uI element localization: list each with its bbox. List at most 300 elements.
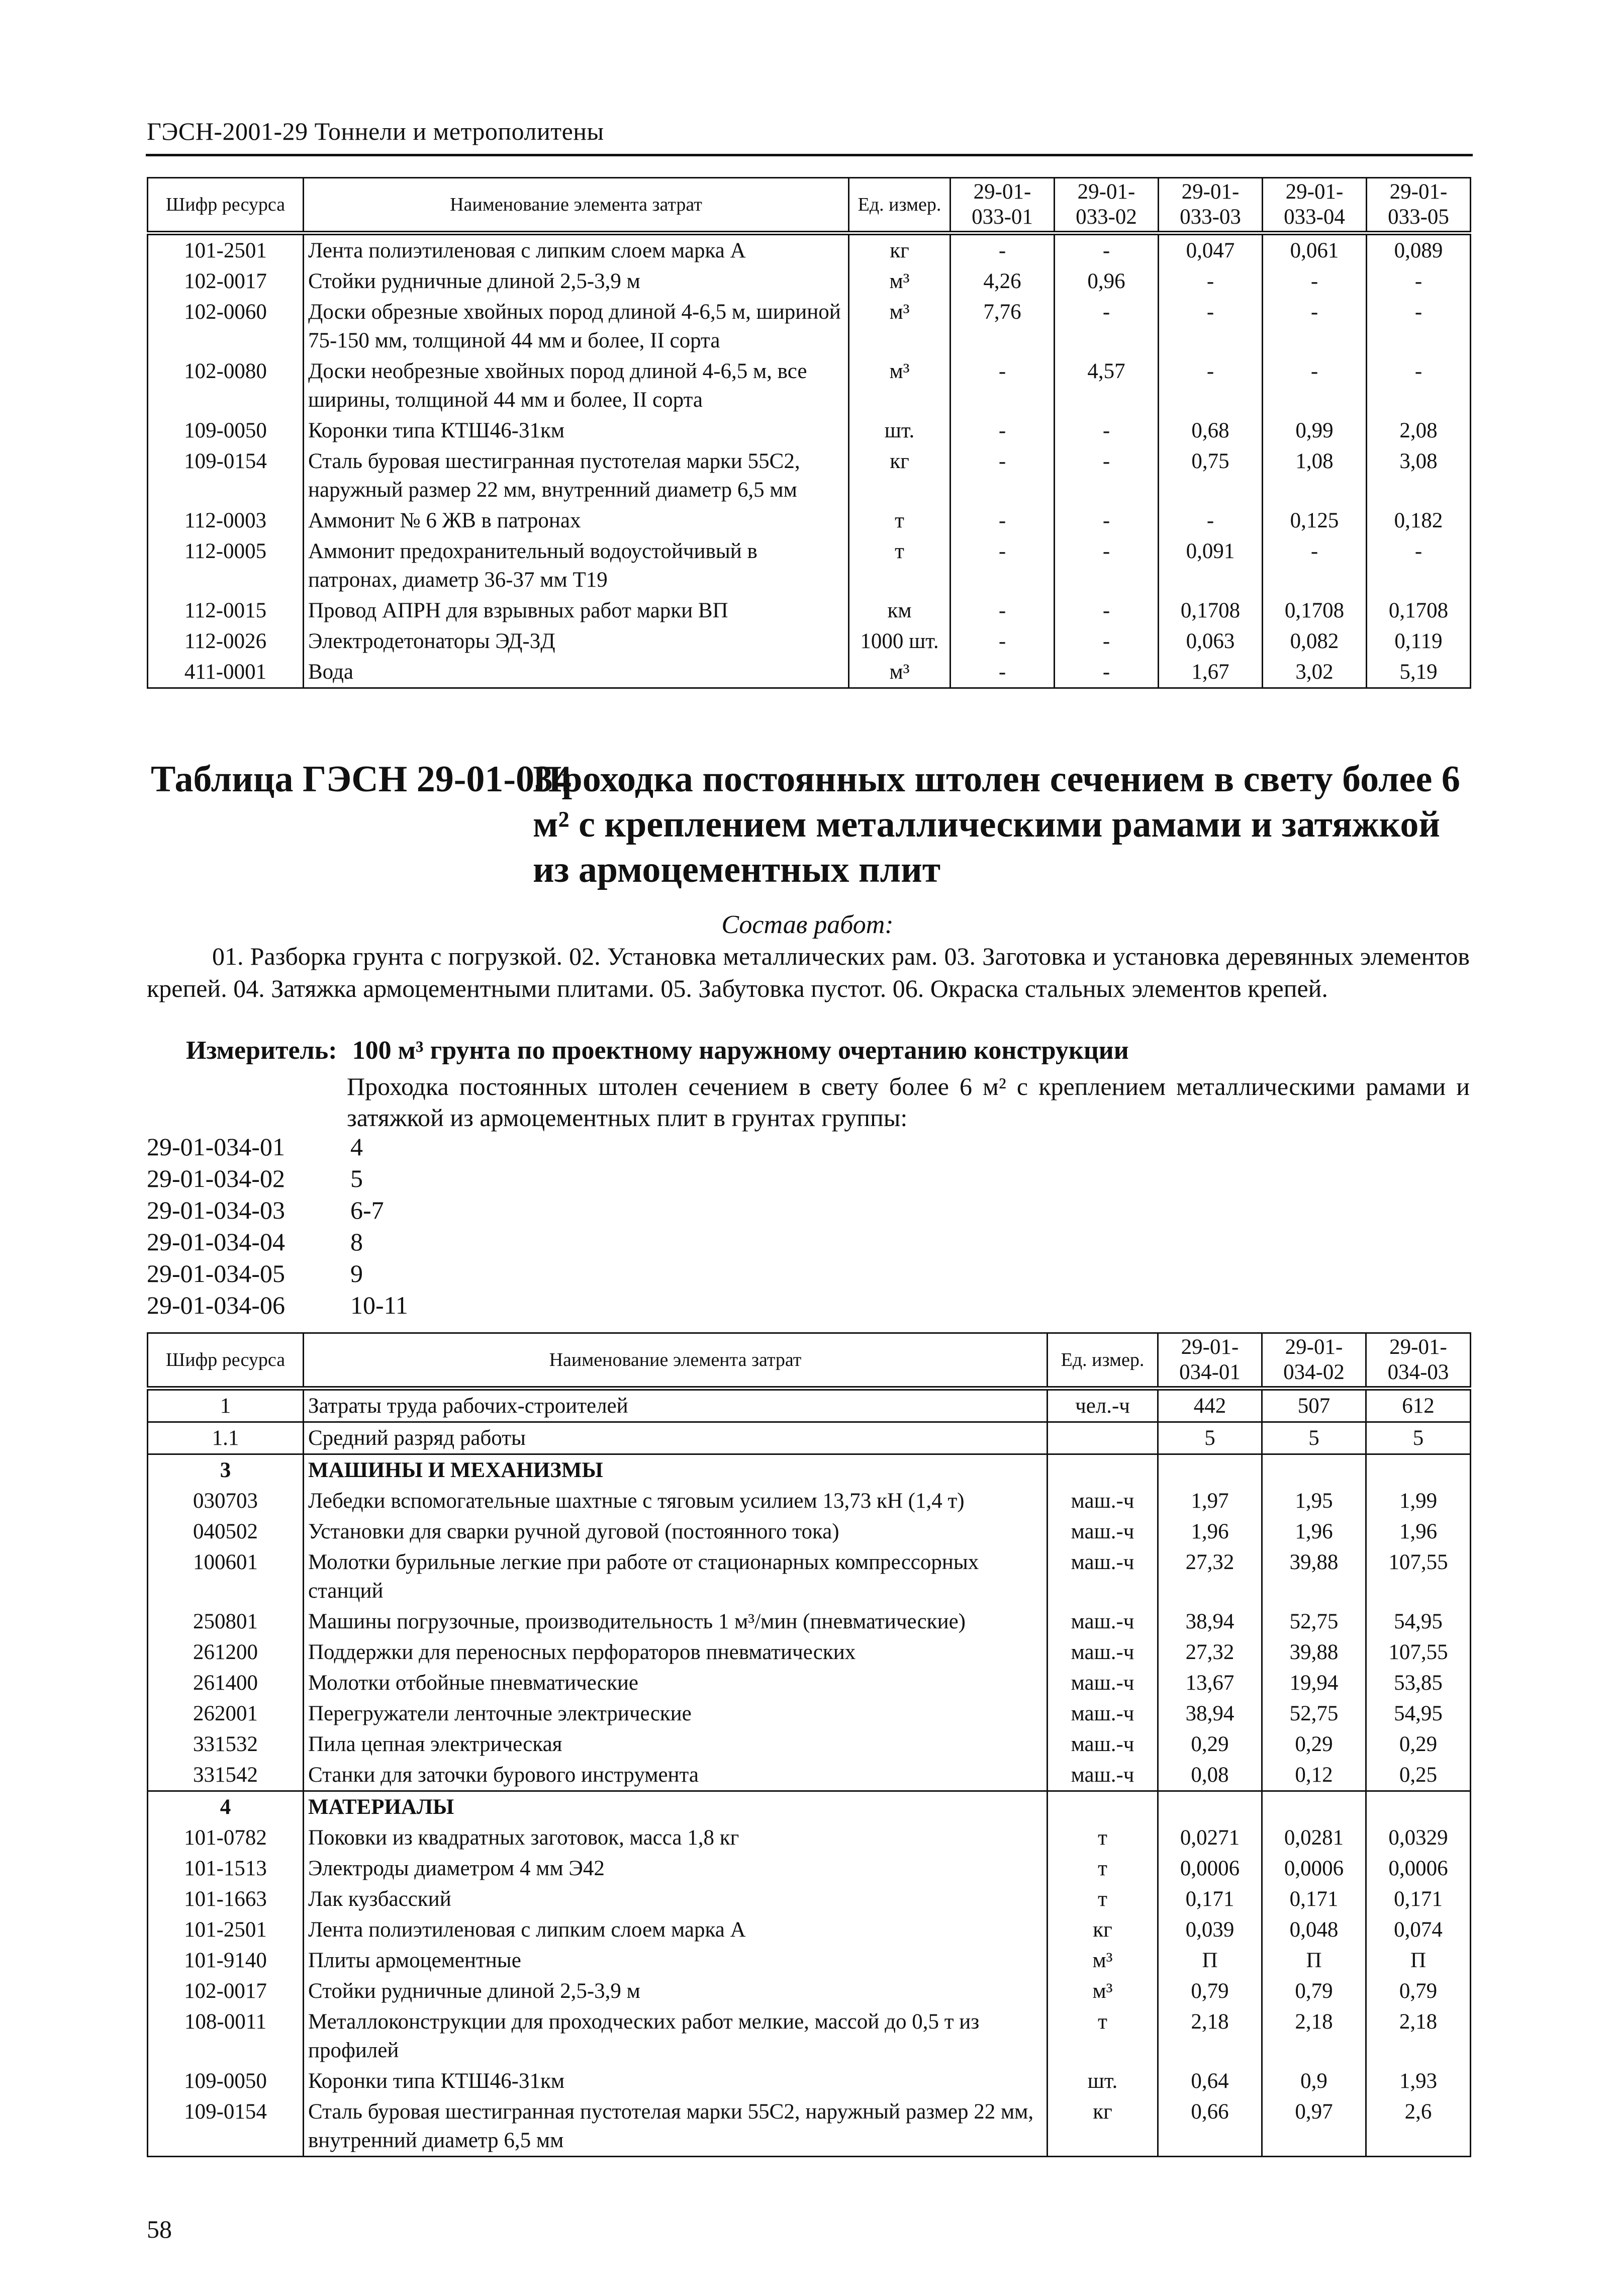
value-cell: 3,02 [1263,657,1367,688]
unit: т [849,536,951,595]
value-cell: 5 [1158,1422,1262,1454]
resource-name: Стойки рудничные длиной 2,5-3,9 м [304,266,849,297]
resource-name: Установки для сварки ручной дуговой (постоянного тока) [304,1516,1048,1547]
unit: маш.-ч [1048,1760,1158,1791]
value-cell: 39,88 [1262,1547,1366,1606]
resource-code: 030703 [148,1486,304,1516]
table-row [148,2096,1471,2157]
table-header-row [148,1333,1471,1389]
header-col-1: 29-01-034-01 [1158,1333,1262,1389]
resource-code: 102-0017 [148,1976,304,2006]
value-cell: - [1263,297,1367,356]
resource-name: Вода [304,657,849,688]
unit: м³ [849,266,951,297]
variant-group: 4 [350,1133,363,1161]
resource-code: 331542 [148,1760,304,1791]
value-cell: - [1159,356,1263,415]
resource-code: 112-0015 [148,595,304,626]
value-cell: 0,0006 [1158,1853,1262,1884]
value-cell: - [1055,536,1159,595]
resource-code: 102-0060 [148,297,304,356]
resource-name: Стойки рудничные длиной 2,5-3,9 м [304,1976,1048,2006]
value-cell: 0,97 [1262,2096,1366,2157]
unit: кг [1048,2096,1158,2157]
value-cell: 2,08 [1367,415,1471,446]
value-cell: - [951,446,1055,505]
table-row [148,1637,1471,1668]
value-cell: - [951,657,1055,688]
unit: шт. [849,415,951,446]
measure-label: Измеритель: [186,1036,337,1065]
unit: м³ [849,297,951,356]
unit: м³ [849,356,951,415]
value-cell: 0,1708 [1367,595,1471,626]
value-cell: 0,047 [1159,233,1263,266]
value-cell: 107,55 [1366,1547,1471,1606]
table-body [148,233,1471,688]
unit: шт. [1048,2066,1158,2096]
value-cell: 1,96 [1366,1516,1471,1547]
value-cell: П [1366,1945,1471,1976]
variant-row [147,1290,408,1321]
resource-code: 100601 [148,1547,304,1606]
value-cell: 5 [1262,1422,1366,1454]
value-cell: 0,171 [1366,1884,1471,1914]
resource-name: Доски необрезные хвойных пород длиной 4-6,5 м, все ширины, толщиной 44 мм и более, II сорта [304,356,849,415]
value-cell: П [1158,1945,1262,1976]
header-code: Шифр ресурса [148,1333,304,1389]
resource-code: 112-0003 [148,505,304,536]
table-header-row [148,178,1471,233]
value-cell: 0,64 [1158,2066,1262,2096]
value-cell [1366,1454,1471,1486]
resource-name: Электроды диаметром 4 мм Э42 [304,1853,1048,1884]
value-cell: - [1055,657,1159,688]
table-row [148,595,1471,626]
table-row [148,2066,1471,2096]
value-cell: 507 [1262,1389,1366,1422]
value-cell: 0,0006 [1366,1853,1471,1884]
value-cell: 0,9 [1262,2066,1366,2096]
value-cell: 0,25 [1366,1760,1471,1791]
unit: кг [849,446,951,505]
value-cell: - [1367,266,1471,297]
measure-value: 100 м³ грунта по проектному наружному очертанию конструкции [352,1036,1129,1065]
unit: маш.-ч [1048,1516,1158,1547]
value-cell: 1,96 [1262,1516,1366,1547]
value-cell: 0,66 [1158,2096,1262,2157]
value-cell: 54,95 [1366,1606,1471,1637]
variant-code: 29-01-034-01 [147,1133,285,1161]
unit: маш.-ч [1048,1698,1158,1729]
header-name: Наименование элемента затрат [304,178,849,233]
value-cell: 0,08 [1158,1760,1262,1791]
value-cell: 0,79 [1262,1976,1366,2006]
value-cell: 1,99 [1366,1486,1471,1516]
value-cell: 0,12 [1262,1760,1366,1791]
resource-code: 109-0154 [148,446,304,505]
value-cell: - [1263,536,1367,595]
resource-table-033 [147,177,1471,689]
resource-name: Затраты труда рабочих-строителей [304,1389,1048,1422]
resource-name: Сталь буровая шестигранная пустотелая марки 55С2, наружный размер 22 мм, внутренний диаметр 6,5 мм [304,2096,1048,2157]
unit: т [1048,1884,1158,1914]
resource-code: 101-1513 [148,1853,304,1884]
table-row [148,1914,1471,1945]
value-cell: - [1263,266,1367,297]
variant-intro: Проходка постоянных штолен сечением в свету более 6 м² с креплением металлическими рамами и затяжкой из армоцементных плит в грунтах группы: [347,1072,1470,1132]
table-row [148,1822,1471,1853]
header-col-2: 29-01-033-02 [1055,178,1159,233]
value-cell: - [951,415,1055,446]
value-cell: 4,26 [951,266,1055,297]
table-row [148,297,1471,356]
unit: маш.-ч [1048,1637,1158,1668]
resource-code: 4 [148,1791,304,1823]
resource-code: 331532 [148,1729,304,1760]
resource-code: 101-0782 [148,1822,304,1853]
value-cell: 107,55 [1366,1637,1471,1668]
measure-line [186,1036,1129,1065]
value-cell: 27,32 [1158,1547,1262,1606]
value-cell: 39,88 [1262,1637,1366,1668]
resource-name: Лента полиэтиленовая с липким слоем марка А [304,1914,1048,1945]
value-cell: - [1159,297,1263,356]
variant-code: 29-01-034-05 [147,1259,285,1288]
value-cell: 53,85 [1366,1668,1471,1698]
value-cell: - [951,626,1055,657]
unit: т [1048,1822,1158,1853]
value-cell: 0,0281 [1262,1822,1366,1853]
resource-code: 262001 [148,1698,304,1729]
variant-code: 29-01-034-06 [147,1291,285,1319]
unit: маш.-ч [1048,1547,1158,1606]
unit: км [849,595,951,626]
resource-code: 101-1663 [148,1884,304,1914]
variant-list [147,1131,408,1321]
value-cell: 0,082 [1263,626,1367,657]
value-cell: - [1055,297,1159,356]
value-cell: П [1262,1945,1366,1976]
table-row [148,1729,1471,1760]
value-cell: - [951,505,1055,536]
value-cell: - [1055,233,1159,266]
table-row [148,1547,1471,1606]
resource-name: Сталь буровая шестигранная пустотелая марки 55С2, наружный размер 22 мм, внутренний диаметр 6,5 мм [304,446,849,505]
value-cell: - [951,595,1055,626]
table-row [148,415,1471,446]
value-cell: 2,18 [1262,2006,1366,2066]
table-row [148,505,1471,536]
header-col-1: 29-01-033-01 [951,178,1055,233]
resource-name: Доски обрезные хвойных пород длиной 4-6,5 м, шириной 75-150 мм, толщиной 44 мм и более, II сорта [304,297,849,356]
resource-code: 1.1 [148,1422,304,1454]
value-cell: 0,0271 [1158,1822,1262,1853]
variant-group: 6-7 [350,1196,384,1224]
value-cell: - [1055,446,1159,505]
value-cell: - [1055,415,1159,446]
variant-row [147,1131,408,1163]
value-cell: 0,99 [1263,415,1367,446]
resource-name: Аммонит № 6 ЖВ в патронах [304,505,849,536]
table-row [148,1668,1471,1698]
value-cell: 54,95 [1366,1698,1471,1729]
unit: маш.-ч [1048,1606,1158,1637]
composition-label: Состав работ: [721,910,894,939]
header-col-3: 29-01-034-03 [1366,1333,1471,1389]
resource-code: 101-2501 [148,1914,304,1945]
value-cell: - [1159,505,1263,536]
value-cell: 38,94 [1158,1606,1262,1637]
resource-code: 250801 [148,1606,304,1637]
resource-name: Металлоконструкции для проходческих работ мелкие, массой до 0,5 т из профилей [304,2006,1048,2066]
table-row [148,1389,1471,1422]
value-cell: 1,67 [1159,657,1263,688]
table-row [148,1760,1471,1791]
value-cell: - [1055,505,1159,536]
value-cell [1262,1454,1366,1486]
value-cell: 0,29 [1366,1729,1471,1760]
table-row [148,2006,1471,2066]
header-col-4: 29-01-033-04 [1263,178,1367,233]
value-cell: 52,75 [1262,1698,1366,1729]
resource-name: Молотки бурильные легкие при работе от стационарных компрессорных станций [304,1547,1048,1606]
resource-name: Лента полиэтиленовая с липким слоем марка А [304,233,849,266]
value-cell: 2,18 [1158,2006,1262,2066]
value-cell: - [1055,595,1159,626]
value-cell: 1,96 [1158,1516,1262,1547]
table-row [148,356,1471,415]
unit: чел.-ч [1048,1389,1158,1422]
table-row [148,1422,1471,1454]
table-title-text: Проходка постоянных штолен сечением в свету более 6 м² с креплением металлическими рамами и затяжкой из армоцементных плит [533,759,1460,890]
resource-code: 101-2501 [148,233,304,266]
table-title-number: Таблица ГЭСН 29-01-034 [151,759,572,800]
resource-code: 1 [148,1389,304,1422]
resource-name: Молотки отбойные пневматические [304,1668,1048,1698]
value-cell: - [1159,266,1263,297]
value-cell: 7,76 [951,297,1055,356]
unit [1048,1791,1158,1823]
value-cell: 0,119 [1367,626,1471,657]
table-row [148,1486,1471,1516]
resource-table-034 [147,1332,1471,2157]
resource-name: Машины погрузочные, производительность 1 м³/мин (пневматические) [304,1606,1048,1637]
resource-name: МАШИНЫ И МЕХАНИЗМЫ [304,1454,1048,1486]
value-cell: 1,95 [1262,1486,1366,1516]
value-cell: 19,94 [1262,1668,1366,1698]
value-cell: 5 [1366,1422,1471,1454]
resource-name: Поддержки для переносных перфораторов пневматических [304,1637,1048,1668]
table-row [148,446,1471,505]
table-row [148,1976,1471,2006]
unit: м³ [849,657,951,688]
resource-code: 108-0011 [148,2006,304,2066]
header-col-5: 29-01-033-05 [1367,178,1471,233]
header-col-3: 29-01-033-03 [1159,178,1263,233]
value-cell: 0,048 [1262,1914,1366,1945]
value-cell: 4,57 [1055,356,1159,415]
value-cell: 0,074 [1366,1914,1471,1945]
value-cell: 0,171 [1158,1884,1262,1914]
unit: маш.-ч [1048,1668,1158,1698]
value-cell: - [1367,297,1471,356]
variant-group: 10-11 [350,1291,408,1319]
header-unit: Ед. измер. [849,178,951,233]
unit: т [1048,2006,1158,2066]
resource-name: Станки для заточки бурового инструмента [304,1760,1048,1791]
value-cell: 0,1708 [1159,595,1263,626]
variant-code: 29-01-034-02 [147,1164,285,1192]
unit: кг [849,233,951,266]
resource-code: 109-0050 [148,415,304,446]
variant-code: 29-01-034-03 [147,1196,285,1224]
header-code: Шифр ресурса [148,178,304,233]
variant-group: 5 [350,1164,363,1192]
resource-name: Поковки из квадратных заготовок, масса 1,8 кг [304,1822,1048,1853]
unit: т [1048,1853,1158,1884]
resource-name: Пила цепная электрическая [304,1729,1048,1760]
value-cell: 3,08 [1367,446,1471,505]
resource-name: Коронки типа КТШ46-31км [304,415,849,446]
value-cell: 0,091 [1159,536,1263,595]
table-row [148,1698,1471,1729]
variant-row [147,1163,408,1195]
variant-code: 29-01-034-04 [147,1228,285,1256]
value-cell: 0,96 [1055,266,1159,297]
value-cell: 0,0006 [1262,1853,1366,1884]
resource-code: 112-0026 [148,626,304,657]
resource-name: Аммонит предохранительный водоустойчивый в патронах, диаметр 36-37 мм Т19 [304,536,849,595]
unit [1048,1454,1158,1486]
resource-name: Коронки типа КТШ46-31км [304,2066,1048,2096]
header-col-2: 29-01-034-02 [1262,1333,1366,1389]
value-cell: 0,68 [1159,415,1263,446]
resource-name: Лак кузбасский [304,1884,1048,1914]
table-row [148,1853,1471,1884]
value-cell: 38,94 [1158,1698,1262,1729]
table-row [148,233,1471,266]
resource-code: 102-0017 [148,266,304,297]
value-cell [1262,1791,1366,1823]
page-number: 58 [147,2215,172,2243]
resource-name: Провод АПРН для взрывных работ марки ВП [304,595,849,626]
unit: 1000 шт. [849,626,951,657]
value-cell: 0,061 [1263,233,1367,266]
running-head: ГЭСН-2001-29 Тоннели и метрополитены [147,117,604,145]
value-cell: - [951,233,1055,266]
value-cell [1158,1454,1262,1486]
value-cell: 0,089 [1367,233,1471,266]
variant-row [147,1258,408,1290]
value-cell: 0,171 [1262,1884,1366,1914]
table-row [148,1945,1471,1976]
unit: маш.-ч [1048,1729,1158,1760]
value-cell: 0,29 [1262,1729,1366,1760]
resource-code: 102-0080 [148,356,304,415]
table-row [148,266,1471,297]
value-cell: - [1367,536,1471,595]
value-cell [1158,1791,1262,1823]
table-row [148,1516,1471,1547]
resource-name: Электродетонаторы ЭД-3Д [304,626,849,657]
unit: м³ [1048,1945,1158,1976]
table-body [148,1389,1471,2157]
resource-code: 101-9140 [148,1945,304,1976]
section-row [148,1791,1471,1823]
value-cell: 0,79 [1158,1976,1262,2006]
value-cell: 0,039 [1158,1914,1262,1945]
resource-code: 261400 [148,1668,304,1698]
value-cell: 1,97 [1158,1486,1262,1516]
unit: м³ [1048,1976,1158,2006]
value-cell: 612 [1366,1389,1471,1422]
variant-row [147,1195,408,1226]
header-unit: Ед. измер. [1048,1333,1158,1389]
value-cell: 1,08 [1263,446,1367,505]
resource-name: МАТЕРИАЛЫ [304,1791,1048,1823]
table-row [148,1606,1471,1637]
value-cell [1366,1791,1471,1823]
variant-group: 8 [350,1228,363,1256]
value-cell: 0,182 [1367,505,1471,536]
header-name: Наименование элемента затрат [304,1333,1048,1389]
value-cell: 442 [1158,1389,1262,1422]
value-cell: 0,0329 [1366,1822,1471,1853]
resource-code: 261200 [148,1637,304,1668]
value-cell: - [951,536,1055,595]
value-cell: 1,93 [1366,2066,1471,2096]
resource-code: 040502 [148,1516,304,1547]
unit [1048,1422,1158,1454]
table-row [148,1884,1471,1914]
value-cell: - [1055,626,1159,657]
table-row [148,626,1471,657]
header-rule [146,154,1473,156]
value-cell: 5,19 [1367,657,1471,688]
variant-row [147,1226,408,1258]
resource-name: Лебедки вспомогательные шахтные с тяговым усилием 13,73 кН (1,4 т) [304,1486,1048,1516]
resource-code: 411-0001 [148,657,304,688]
value-cell: 0,79 [1366,1976,1471,2006]
resource-code: 112-0005 [148,536,304,595]
value-cell: - [1367,356,1471,415]
value-cell: 0,125 [1263,505,1367,536]
unit: кг [1048,1914,1158,1945]
value-cell: - [1263,356,1367,415]
composition-text: 01. Разборка грунта с погрузкой. 02. Установка металлических рам. 03. Заготовка и установка деревянных элементов крепей. 04. Затяжка армоцементными плитами. 05. Забутовка пустот. 06. Окраска стальных элементов крепей. [147,942,1470,1002]
value-cell: 52,75 [1262,1606,1366,1637]
resource-code: 109-0154 [148,2096,304,2157]
value-cell: - [951,356,1055,415]
table-row [148,536,1471,595]
value-cell: 27,32 [1158,1637,1262,1668]
resource-name: Плиты армоцементные [304,1945,1048,1976]
value-cell: 0,29 [1158,1729,1262,1760]
value-cell: 13,67 [1158,1668,1262,1698]
resource-name: Средний разряд работы [304,1422,1048,1454]
section-row [148,1454,1471,1486]
value-cell: 2,6 [1366,2096,1471,2157]
unit: маш.-ч [1048,1486,1158,1516]
resource-code: 3 [148,1454,304,1486]
resource-name: Перегружатели ленточные электрические [304,1698,1048,1729]
value-cell: 2,18 [1366,2006,1471,2066]
value-cell: 0,063 [1159,626,1263,657]
unit: т [849,505,951,536]
value-cell: 0,1708 [1263,595,1367,626]
table-row [148,657,1471,688]
